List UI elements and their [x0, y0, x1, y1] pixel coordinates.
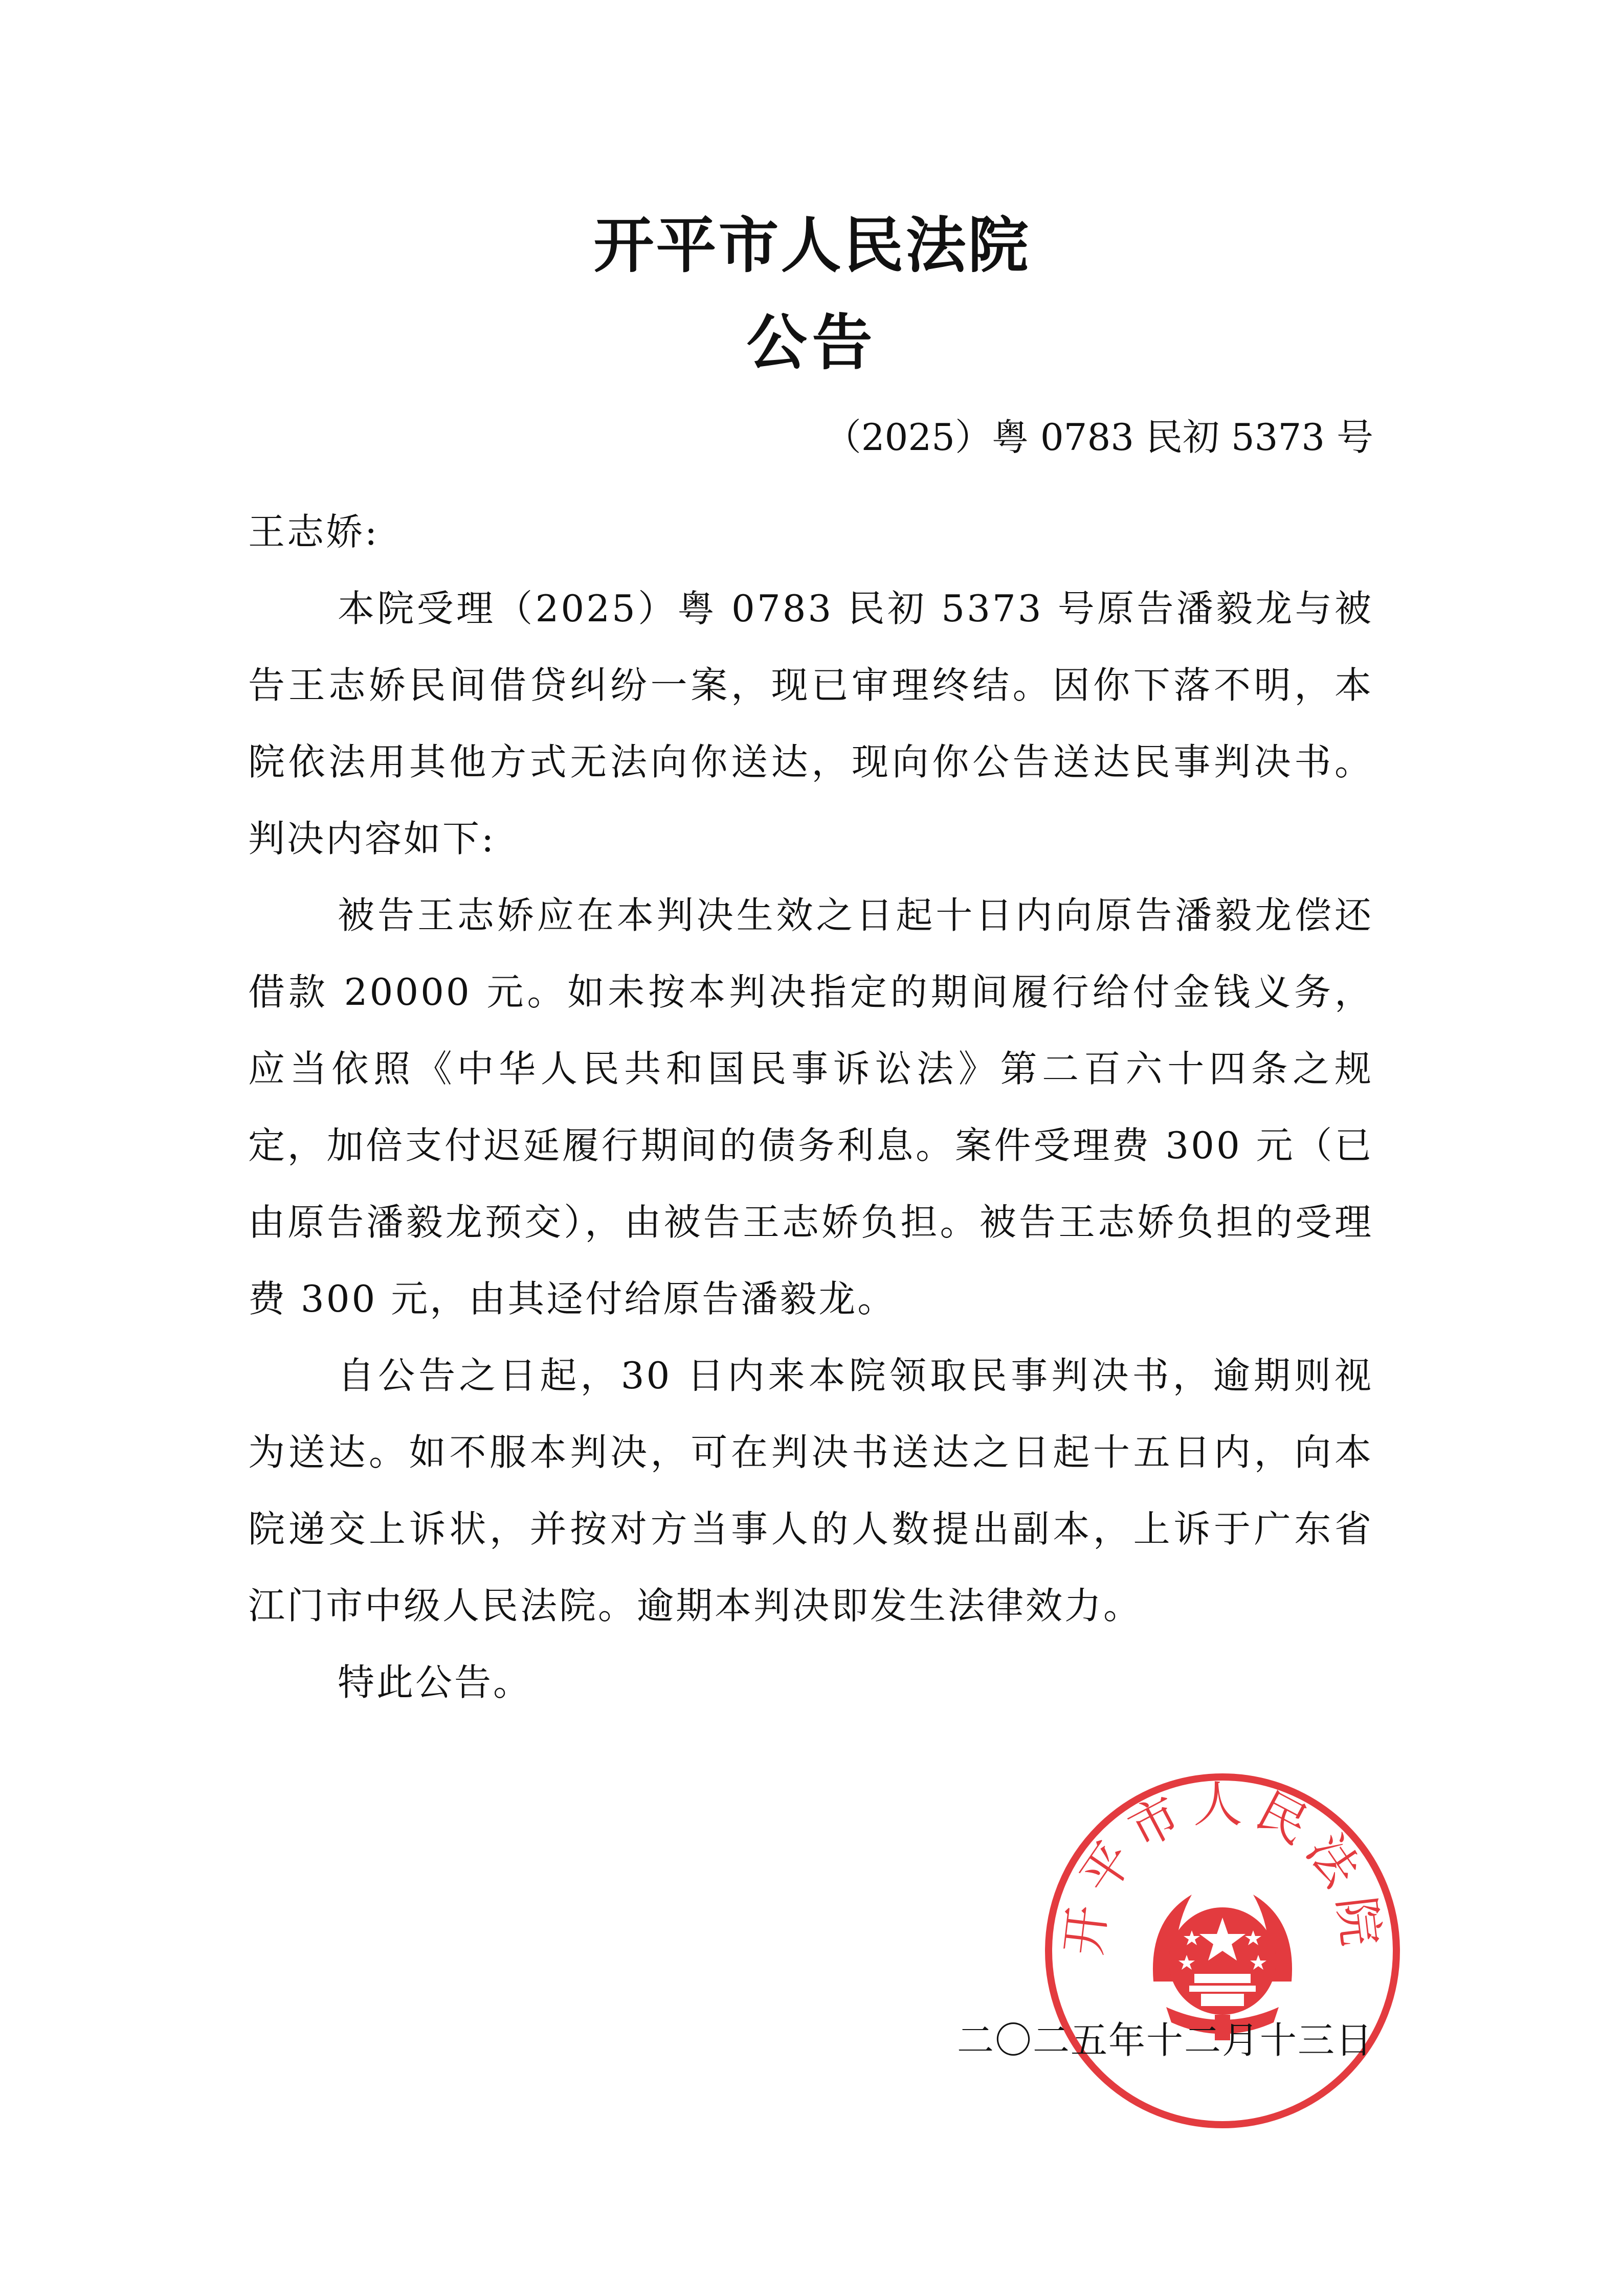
paragraph-judgment: 被告王志娇应在本判决生效之日起十日内向原告潘毅龙偿还借款 20000 元。如未按本判决指定的期间履行给付金钱义务，应当依照《中华人民共和国民事诉讼法》第二百六十四条之规定，加倍支付迟延履行期间的债务利息。案件受理费 300 元（已由原告潘毅龙预交），由被告王志娇负担。被告王志娇负担的受理费 300 元，由其迳付给原告潘毅龙。 — [248, 894, 1373, 1320]
paragraph-acceptance: 本院受理（2025）粤 0783 民初 5373 号原告潘毅龙与被告王志娇民间借贷纠纷一案，现已审理终结。因你下落不明，本院依法用其他方式无法向你送达，现向你公告送达民事判决书。判决内容如下: — [248, 587, 1373, 860]
addressee: 王志娇: — [248, 510, 380, 553]
paragraph-appeal: 自公告之日起，30 日内来本院领取民事判决书，逾期则视为送达。如不服本判决，可在判决书送达之日起十五日内，向本院递交上诉状，并按对方当事人的人数提出副本，上诉于广东省江门市中级人民法院。逾期本判决即发生法律效力。 — [248, 1354, 1373, 1627]
paragraph-closing: 特此公告。 — [338, 1661, 532, 1704]
document-title: 公告 — [746, 307, 878, 378]
court-seal — [1038, 1767, 1407, 2135]
svg-text:开平市人民法院: 开平市人民法院 — [1054, 1775, 1391, 1959]
notice-body — [248, 493, 1373, 1721]
case-number: （2025）粤 0783 民初 5373 号 — [824, 416, 1373, 459]
notice-date: 二〇二五年十二月十三日 — [956, 2019, 1373, 2062]
court-name: 开平市人民法院 — [593, 210, 1031, 281]
